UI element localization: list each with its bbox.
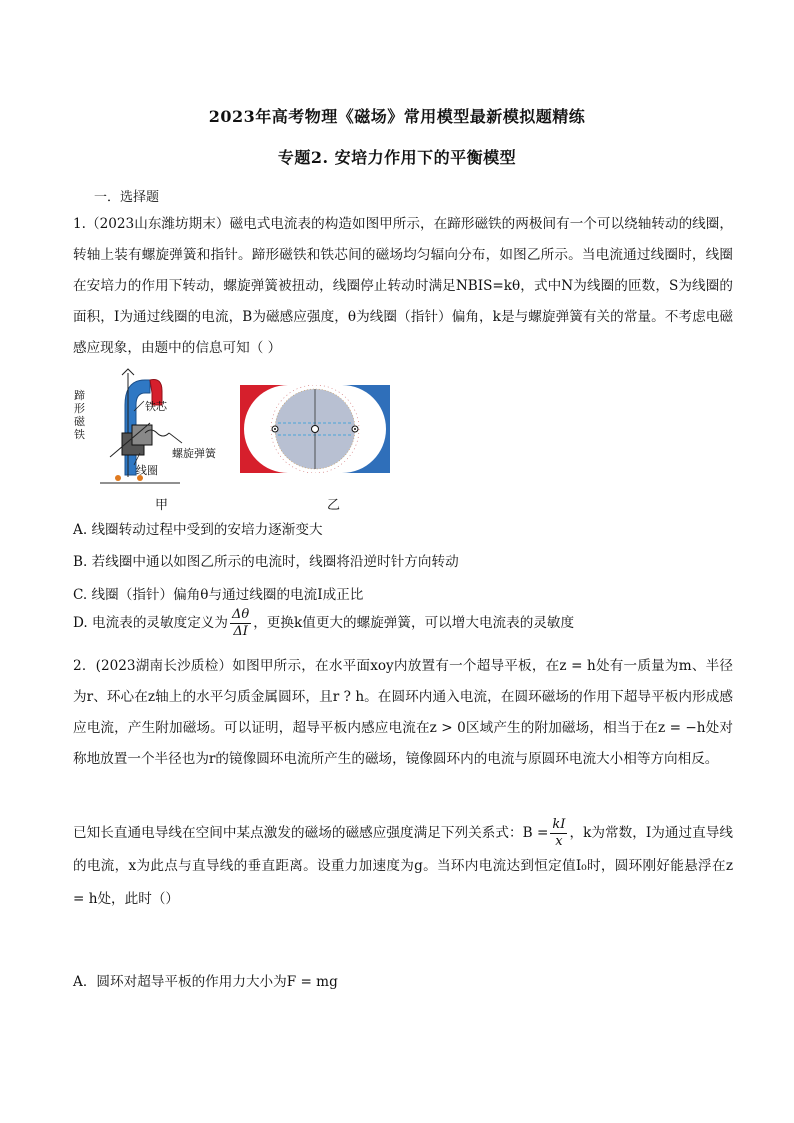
fraction-denominator: x [555,834,563,849]
label-horseshoe-magnet: 蹄形磁铁 [74,389,85,441]
q1-option-d-suffix: ，更换k值更大的螺旋弹簧，可以增大电流表的灵敏度 [253,615,575,631]
q2-option-a: A．圆环对超导平板的作用力大小为F = mg [73,974,338,990]
fraction-numerator: Δθ [232,607,250,622]
fraction-denominator: ΔI [233,624,248,639]
label-spiral-spring: 螺旋弹簧 [172,447,216,460]
q2-formula-prefix: 已知长直通电导线在空间中某点激发的磁场的磁感应强度满足下列关系式：B = [73,825,549,841]
sensitivity-fraction [230,607,251,640]
q1-option-c: C. 线圈（指针）偏角θ与通过线圈的电流I成正比 [73,587,364,603]
question-1-text: 1.（2023山东潍坊期末）磁电式电流表的构造如图甲所示，在蹄形磁铁的两极间有一个可以绕轴转动的线圈，转轴上装有螺旋弹簧和指针。蹄形磁铁和铁芯间的磁场均匀辐向分布，如图乙所示。当电流通过线圈时，线圈在安培力的作用下转动，螺旋弹簧被扭动，线圈停止转动时满足NBIS=kθ，式中N为线圈的匝数，S为线圈的面积，I为通过线圈的电流，B为磁感应强度，θ为线圈（指针）偏角，k是与螺旋弹簧有关的常量。不考虑电磁感应现象，由题中的信息可知（ ） [73,216,733,356]
q1-option-a: A. 线圈转动过程中受到的安培力逐渐变大 [73,522,323,538]
label-coil: 线圈 [136,464,158,477]
q1-option-d [73,607,574,640]
section-heading: 一．选择题 [94,190,160,205]
label-s-pole: S极 [364,421,383,434]
question-2-text: 2．(2023湖南长沙质检）如图甲所示，在水平面xoy内放置有一个超导平板，在z = h处有一质量为m、半径为r、环心在z轴上的水平匀质金属圆环，且r ? h。在圆环内通入电流，在圆环磁场的作用下超导平板内形成感应电流，产生附加磁场。可以证明，超导平板内感应电流在z > 0区域产生的附加磁场，相当于在z = −h处对称地放置一个半径也为r的镜像圆环电流所产生的磁场，镜像圆环内的电流与原圆环电流大小相等方向相反。 [73,658,733,767]
q2-formula-suffix: ，k为常数，I为通过直导线的电流，x为此点与直导线的垂直距离。设重力加速度为g。当环内电流达到恒定值I₀时，圆环刚好能悬浮在z = h处，此时（） [73,825,734,907]
figure-jia-caption: 甲 [155,498,169,513]
label-iron-core: 铁芯 [145,400,167,413]
fraction-numerator: kI [552,817,566,832]
question-2-text-continued [73,817,733,916]
document-subtitle: 专题2. 安培力作用下的平衡模型 [277,148,517,167]
document-title: 2023年高考物理《磁场》常用模型最新模拟题精练 [208,107,586,126]
figure-yi-caption: 乙 [327,498,341,513]
q1-option-d-prefix: D. 电流表的灵敏度定义为 [73,615,228,631]
q1-option-b: B. 若线圈中通以如图乙所示的电流时，线圈将沿逆时针方向转动 [73,554,459,570]
field-fraction [550,817,567,850]
label-n-pole: N极 [245,421,266,434]
